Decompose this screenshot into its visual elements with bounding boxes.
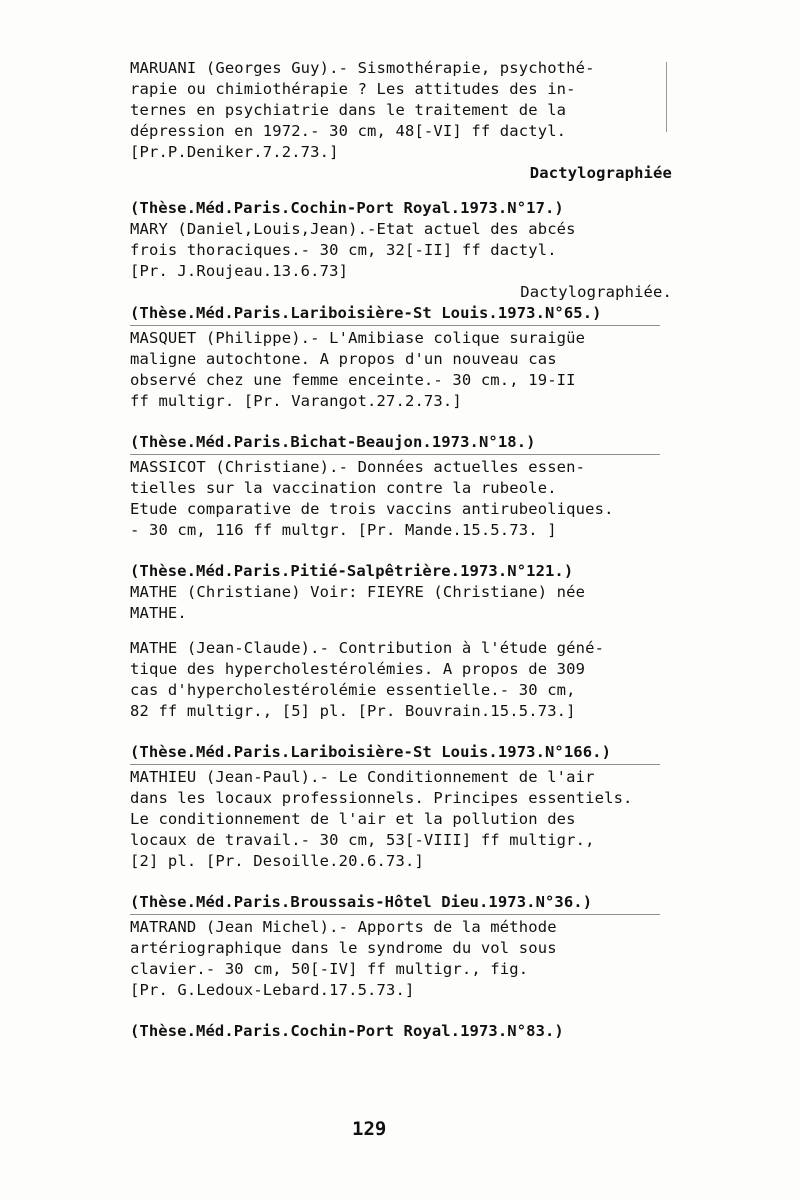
entry-text-line: rapie ou chimiothérapie ? Les attitudes des in- (130, 80, 576, 98)
entry-text-line: MATHE (Jean-Claude).- Contribution à l'étude géné- (130, 639, 605, 657)
thesis-reference: (Thèse.Méd.Paris.Lariboisière-St Louis.1973.N°65.) (130, 304, 602, 322)
entry-text-line: 82 ff multigr., [5] pl. [Pr. Bouvrain.15.5.73.] (130, 702, 576, 720)
entry-text-line: ff multigr. [Pr. Varangot.27.2.73.] (130, 392, 462, 410)
entry-text-line: - 30 cm, 116 ff multgr. [Pr. Mande.15.5.73. ] (130, 521, 557, 539)
thesis-reference: (Thèse.Méd.Paris.Pitié-Salpêtrière.1973.N°121.) (130, 562, 574, 580)
entry-text-line: frois thoraciques.- 30 cm, 32[-II] ff dactyl. (130, 241, 557, 259)
entry-text-line: observé chez une femme enceinte.- 30 cm., 19-II (130, 371, 576, 389)
thesis-reference: (Thèse.Méd.Paris.Cochin-Port Royal.1973.N°83.) (130, 1022, 564, 1040)
entry-text-line: dépression en 1972.- 30 cm, 48[-VI] ff dactyl. (130, 122, 567, 140)
separator-rule (130, 454, 660, 455)
catalog-entry (130, 638, 690, 765)
entry-text-line: MATHE (Christiane) Voir: FIEYRE (Christiane) née (130, 583, 586, 601)
entry-text-line: MARUANI (Georges Guy).- Sismothérapie, psychothé- (130, 59, 595, 77)
separator-rule (130, 914, 660, 915)
entry-text-line: [2] pl. [Pr. Desoille.20.6.73.] (130, 852, 424, 870)
catalog-entry (130, 767, 690, 915)
entry-text-line: tique des hypercholestérolémies. A propos de 309 (130, 660, 586, 678)
catalog-entry (130, 582, 690, 638)
thesis-reference: (Thèse.Méd.Paris.Broussais-Hôtel Dieu.1973.N°36.) (130, 893, 593, 911)
entry-text-line: Etude comparative de trois vaccins antirubeoliques. (130, 500, 614, 518)
catalog-entries (130, 58, 690, 1042)
thesis-reference: (Thèse.Méd.Paris.Cochin-Port Royal.1973.N°17.) (130, 199, 564, 217)
separator-rule (130, 764, 660, 765)
entry-text-line: ternes en psychiatrie dans le traitement de la (130, 101, 567, 119)
entry-text-line: maligne autochtone. A propos d'un nouveau cas (130, 350, 557, 368)
entry-text-line: MASSICOT (Christiane).- Données actuelles essen- (130, 458, 586, 476)
entry-text-line: Le conditionnement de l'air et la pollution des (130, 810, 576, 828)
entry-text-line: [Pr. G.Ledoux-Lebard.17.5.73.] (130, 981, 415, 999)
entry-text-line: MATHIEU (Jean-Paul).- Le Conditionnement de l'air (130, 768, 595, 786)
entry-text-line: tielles sur la vaccination contre la rubeole. (130, 479, 557, 497)
catalog-entry (130, 328, 690, 455)
entry-text-line: MASQUET (Philippe).- L'Amibiase colique suraigüe (130, 329, 586, 347)
entry-text-line: locaux de travail.- 30 cm, 53[-VIII] ff multigr., (130, 831, 595, 849)
catalog-entry (130, 58, 690, 219)
catalog-entry (130, 219, 690, 326)
entry-text-line: clavier.- 30 cm, 50[-IV] ff multigr., fig. (130, 960, 529, 978)
entry-note: Dactylographiée (529, 164, 672, 182)
thesis-reference: (Thèse.Méd.Paris.Lariboisière-St Louis.1973.N°166.) (130, 743, 612, 761)
entry-text-line: [Pr. J.Roujeau.13.6.73] (130, 262, 349, 280)
entry-note: Dactylographiée. (520, 283, 672, 301)
entry-text-line: cas d'hypercholestérolémie essentielle.- 30 cm, (130, 681, 576, 699)
page-number: 129 (352, 1118, 387, 1140)
catalog-entry (130, 457, 690, 582)
catalog-entry (130, 917, 690, 1042)
thesis-reference: (Thèse.Méd.Paris.Bichat-Beaujon.1973.N°18.) (130, 433, 536, 451)
separator-rule (130, 325, 660, 326)
entry-text-line: MARY (Daniel,Louis,Jean).-Etat actuel des abcés (130, 220, 576, 238)
entry-text-line: dans les locaux professionnels. Principes essentiels. (130, 789, 633, 807)
entry-text-line: artériographique dans le syndrome du vol sous (130, 939, 557, 957)
entry-text-line: [Pr.P.Deniker.7.2.73.] (130, 143, 339, 161)
entry-text-line: MATRAND (Jean Michel).- Apports de la méthode (130, 918, 557, 936)
entry-text-line: MATHE. (130, 604, 187, 622)
